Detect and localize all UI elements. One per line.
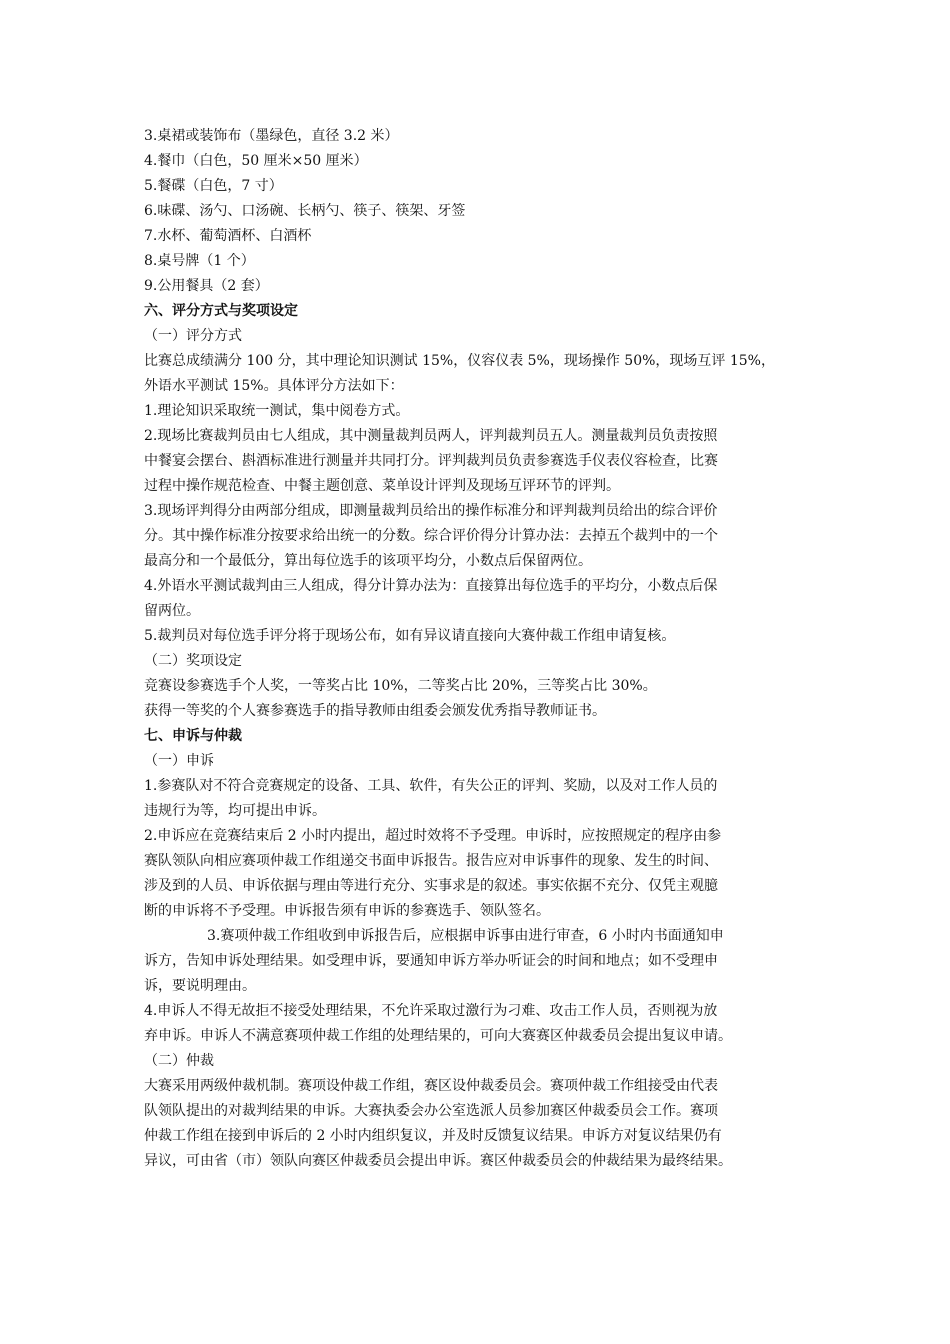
paragraph-line: 比赛总成绩满分 100 分，其中理论知识测试 15%，仪容仪表 5%，现场操作 50%，现场互评 15%，: [144, 353, 775, 369]
section-heading-scoring: 六、评分方式与奖项设定: [144, 303, 298, 319]
paragraph-line: 外语水平测试 15%。具体评分方法如下：: [144, 378, 404, 394]
paragraph-line: 违规行为等，均可提出申诉。: [144, 803, 326, 819]
list-item-table-number: 8.桌号牌（1 个）: [144, 253, 255, 269]
paragraph-line: 1.理论知识采取统一测试，集中阅卷方式。: [144, 403, 410, 419]
paragraph-line: 大赛采用两级仲裁机制。赛项设仲裁工作组，赛区设仲裁委员会。赛项仲裁工作组接受由代表: [144, 1078, 718, 1094]
paragraph-line: 5.裁判员对每位选手评分将于现场公布，如有异议请直接向大赛仲裁工作组申请复核。: [144, 628, 676, 644]
document-page: [144, 124, 820, 1174]
paragraph-line: 断的申诉将不予受理。申诉报告须有申诉的参赛选手、领队签名。: [144, 903, 550, 919]
paragraph-line: 异议，可由省（市）领队向赛区仲裁委员会提出申诉。赛区仲裁委员会的仲裁结果为最终结果。: [144, 1153, 732, 1169]
section-heading-appeal: 七、申诉与仲裁: [144, 728, 242, 744]
paragraph-line: 分。其中操作标准分按要求给出统一的分数。综合评价得分计算办法：去掉五个裁判中的一个: [144, 528, 718, 544]
paragraph-line: 4.外语水平测试裁判由三人组成，得分计算办法为：直接算出每位选手的平均分，小数点后保: [144, 578, 718, 594]
list-item-utensils: 6.味碟、汤勺、口汤碗、长柄勺、筷子、筷架、牙签: [144, 203, 466, 219]
paragraph-line: 4.申诉人不得无故拒不接受处理结果，不允许采取过激行为刁难、攻击工作人员，否则视为放: [144, 1003, 718, 1019]
paragraph-line: 队领队提出的对裁判结果的申诉。大赛执委会办公室选派人员参加赛区仲裁委员会工作。赛项: [144, 1103, 718, 1119]
list-item-plate: 5.餐碟（白色，7 寸）: [144, 178, 283, 194]
list-item-napkin: 4.餐巾（白色，50 厘米×50 厘米）: [144, 153, 368, 169]
paragraph-line: 留两位。: [144, 603, 200, 619]
list-item-glasses: 7.水杯、葡萄酒杯、白酒杯: [144, 228, 312, 244]
paragraph-line: 最高分和一个最低分，算出每位选手的该项平均分，小数点后保留两位。: [144, 553, 592, 569]
paragraph-line-indented: 3.赛项仲裁工作组收到申诉报告后，应根据申诉事由进行审查，6 小时内书面通知申: [207, 928, 724, 944]
subsection-heading-appeal: （一）申诉: [144, 753, 214, 769]
paragraph-line: 涉及到的人员、申诉依据与理由等进行充分、实事求是的叙述。事实依据不充分、仅凭主观臆: [144, 878, 718, 894]
paragraph-line: 仲裁工作组在接到申诉后的 2 小时内组织复议，并及时反馈复议结果。申诉方对复议结果仍有: [144, 1128, 722, 1144]
paragraph-line: 1.参赛队对不符合竞赛规定的设备、工具、软件，有失公正的评判、奖励，以及对工作人员的: [144, 778, 718, 794]
paragraph-line: 弃申诉。申诉人不满意赛项仲裁工作组的处理结果的，可向大赛赛区仲裁委员会提出复议申请。: [144, 1028, 732, 1044]
paragraph-line: 3.现场评判得分由两部分组成，即测量裁判员给出的操作标准分和评判裁判员给出的综合评价: [144, 503, 718, 519]
paragraph-line: 获得一等奖的个人赛参赛选手的指导教师由组委会颁发优秀指导教师证书。: [144, 703, 606, 719]
paragraph-line: 诉，要说明理由。: [144, 978, 256, 994]
paragraph-line: 中餐宴会摆台、斟酒标准进行测量并共同打分。评判裁判员负责参赛选手仪表仪容检查，比赛: [144, 453, 718, 469]
paragraph-line: 竞赛设参赛选手个人奖，一等奖占比 10%，二等奖占比 20%，三等奖占比 30%。: [144, 678, 657, 694]
list-item-public-tableware: 9.公用餐具（2 套）: [144, 278, 269, 294]
paragraph-line: 2.现场比赛裁判员由七人组成，其中测量裁判员两人，评判裁判员五人。测量裁判员负责按照: [144, 428, 718, 444]
subsection-heading-awards: （二）奖项设定: [144, 653, 242, 669]
subsection-heading-arbitration: （二）仲裁: [144, 1053, 214, 1069]
paragraph-line: 诉方，告知申诉处理结果。如受理申诉，要通知申诉方举办听证会的时间和地点；如不受理申: [144, 953, 718, 969]
subsection-heading-scoring-method: （一）评分方式: [144, 328, 242, 344]
paragraph-line: 赛队领队向相应赛项仲裁工作组递交书面申诉报告。报告应对申诉事件的现象、发生的时间、: [144, 853, 718, 869]
paragraph-line: 过程中操作规范检查、中餐主题创意、菜单设计评判及现场互评环节的评判。: [144, 478, 620, 494]
paragraph-line: 2.申诉应在竞赛结束后 2 小时内提出，超过时效将不予受理。申诉时，应按照规定的程序由参: [144, 828, 722, 844]
list-item-tablecloth: 3.桌裙或装饰布（墨绿色，直径 3.2 米）: [144, 128, 399, 144]
